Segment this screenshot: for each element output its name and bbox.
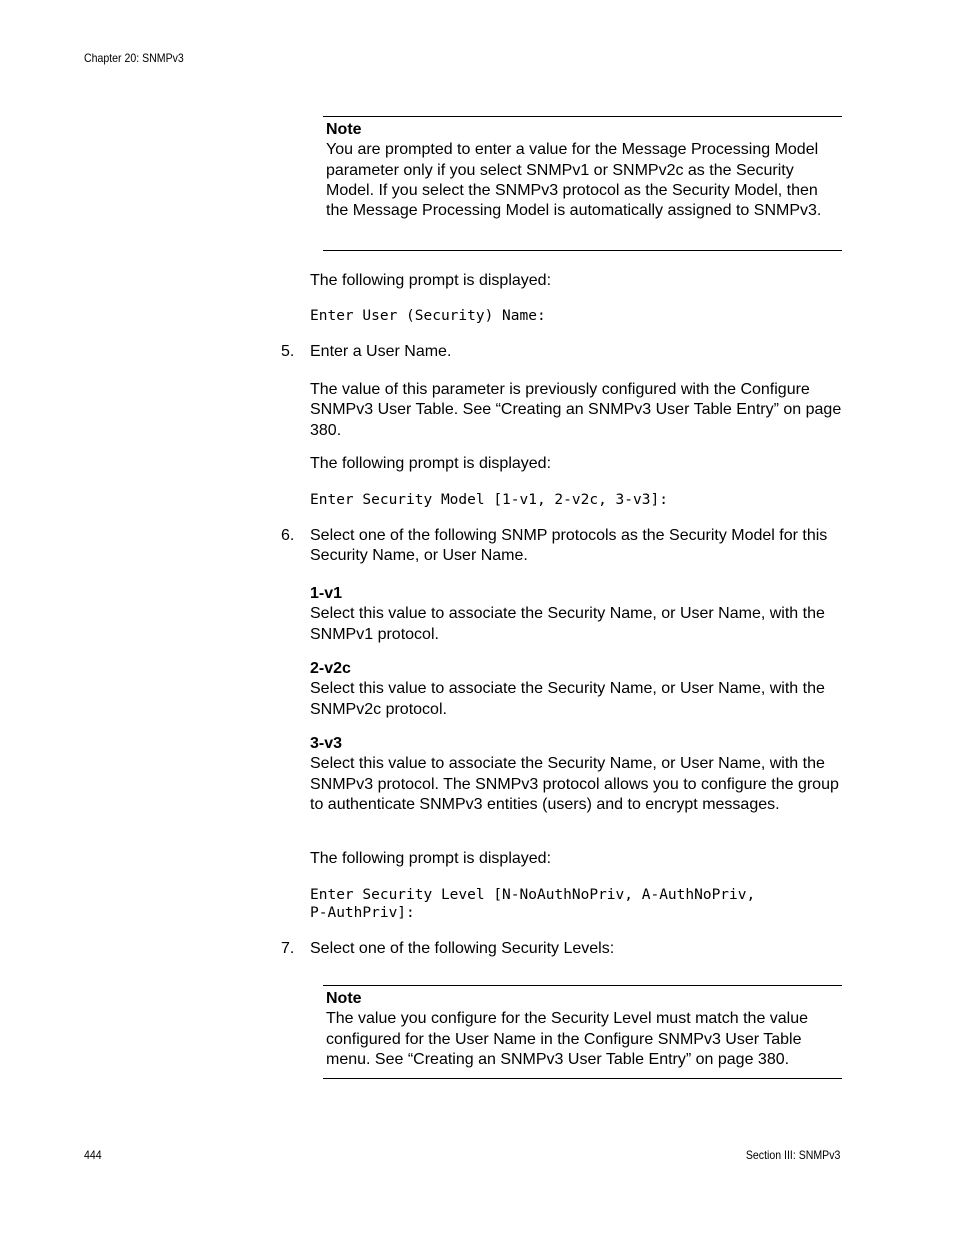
step-number: 5.	[281, 343, 295, 360]
note-box-security-level	[323, 985, 842, 1079]
step-text: Select one of the following Security Levels:	[310, 940, 615, 957]
page-number: 444	[84, 1148, 102, 1162]
option-description: Select this value to associate the Security Name, or User Name, with the SNMPv1 protocol.	[310, 605, 825, 643]
running-header: Chapter 20: SNMPv3	[84, 51, 184, 65]
option-term: 1-v1	[310, 585, 343, 602]
step-paragraph: The value of this parameter is previously configured with the Configure SNMPv3 User Table. See “Creating an SNMPv3 User Table Entry” on page 380.	[310, 381, 842, 439]
code-prompt-user-name: Enter User (Security) Name:	[310, 308, 546, 324]
note-box-message-processing	[323, 116, 842, 251]
note-text: You are prompted to enter a value for the Message Processing Model parameter only if you select SNMPv1 or SNMPv2c as the Security Model. If you select the SNMPv3 protocol as the Security Model, then the Message Processing Model is automatically assigned to SNMPv3.	[326, 141, 822, 220]
option-term: 2-v2c	[310, 660, 351, 677]
option-description: Select this value to associate the Security Name, or User Name, with the SNMPv3 protocol. The SNMPv3 protocol allows you to configure the group to authenticate SNMPv3 entities (users) and to encrypt messages.	[310, 755, 839, 813]
option-term: 3-v3	[310, 735, 343, 752]
option-v2c	[310, 659, 842, 720]
option-v1	[310, 584, 842, 645]
option-description: Select this value to associate the Security Name, or User Name, with the SNMPv2c protocol.	[310, 680, 825, 718]
step-number: 7.	[281, 940, 295, 957]
note-title: Note	[326, 990, 362, 1007]
prompt-intro: The following prompt is displayed:	[310, 850, 552, 867]
step-text: Select one of the following SNMP protocols as the Security Model for this Security Name, or User Name.	[310, 527, 828, 565]
code-prompt-security-level: Enter Security Level [N-NoAuthNoPriv, A-AuthNoPriv, P-AuthPriv]:	[310, 887, 756, 921]
note-title: Note	[326, 121, 362, 138]
step-number: 6.	[281, 527, 295, 544]
option-v3	[310, 734, 842, 815]
note-text: The value you configure for the Security Level must match the value configured for the User Name in the Configure SNMPv3 User Table menu. See “Creating an SNMPv3 User Table Entry” on page 380.	[326, 1010, 809, 1068]
step-text: Enter a User Name.	[310, 343, 452, 360]
code-prompt-security-model: Enter Security Model [1-v1, 2-v2c, 3-v3]:	[310, 492, 668, 508]
prompt-intro: The following prompt is displayed:	[310, 272, 552, 289]
prompt-intro: The following prompt is displayed:	[310, 455, 552, 472]
running-footer-section: Section III: SNMPv3	[745, 1148, 840, 1162]
